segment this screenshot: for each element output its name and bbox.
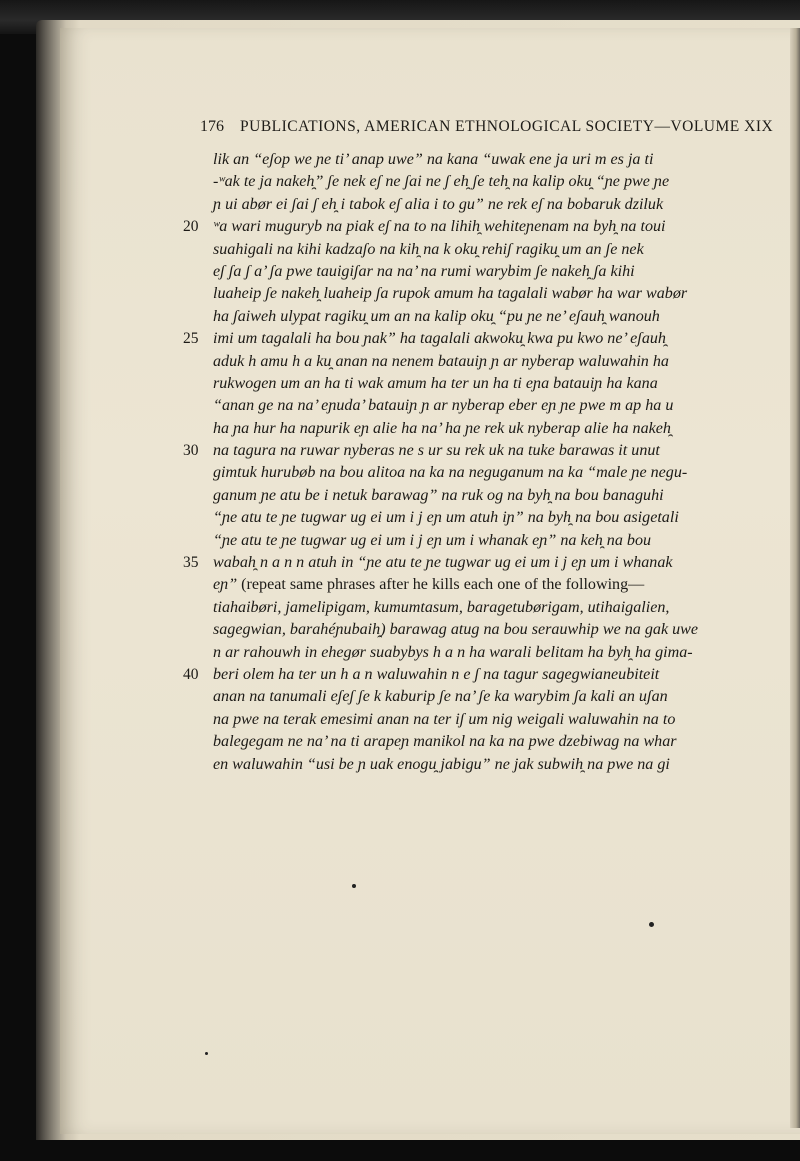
line-text: wabah̯ n a n n atuh in “ɲe atu te ɲe tugwar ug ei um i j eɲ um i whanak (213, 554, 673, 572)
text-line (213, 395, 713, 417)
line-text: n ar rahouwh in ehegør suabybys h a n ha warali belitam ha byh̯ ha gima- (213, 643, 693, 661)
line-number: 30 (183, 442, 199, 460)
line-text: lik an “eʃop we ɲe ti’ anap uwe” na kana “uwak ene ja uri m es ja ti (213, 151, 654, 168)
line-text: tiahaibøri, jamelipigam, kumumtasum, baragetubørigam, utihaigalien, (213, 598, 670, 616)
text-line (213, 686, 713, 708)
text-line (183, 664, 713, 686)
line-text: ha ɲa hur ha napurik eɲ alie ha na’ ha ɲe rek uk nyberap alie ha nakeh̯ (213, 419, 671, 437)
text-line (213, 530, 713, 552)
text-line (213, 261, 713, 283)
page-right-edge (790, 28, 800, 1128)
text-line (213, 754, 713, 776)
text-line (183, 440, 713, 462)
running-title: PUBLICATIONS, AMERICAN ETHNOLOGICAL SOCIETY—VOLUME XIX (240, 118, 774, 135)
text-line (183, 328, 713, 350)
line-text: ɲ ui abør ei ʃai ʃ eh̯ i tabok eʃ alia i to gu” ne rek eʃ na bobaruk dziluk (213, 195, 664, 213)
text-line (213, 574, 713, 596)
line-text: rukwogen um an ha ti wak amum ha ter un ha ti eɲa batauiɲ ha kana (213, 374, 658, 392)
text-line (213, 149, 713, 171)
body-text (183, 149, 713, 776)
text-line (213, 642, 713, 664)
line-number: 20 (183, 218, 199, 236)
paper-speck (205, 1052, 208, 1055)
text-line (213, 485, 713, 507)
paper-speck (352, 884, 356, 888)
text-line (213, 597, 713, 619)
text-line (213, 731, 713, 753)
text-line (213, 306, 713, 328)
line-text: luaheip ʃe nakeh̯ luaheip ʃa rupok amum ha tagalali wabør ha war wabør (213, 285, 688, 303)
text-line (183, 216, 713, 238)
line-text: balegegam ne na’ na ti arapeɲ manikol na ka na pwe dzebiwag na whar (213, 733, 677, 751)
line-text: en waluwahin “usi be ɲ uak enogu̯ jabigu” ne jak subwih̯ na pwe na gi (213, 755, 670, 773)
line-text: aduk h amu h a ku̯ anan na nenem batauiɲ ɲ ar nyberap waluwahin ha (213, 352, 669, 370)
page-number: 176 (200, 118, 224, 135)
line-text: gimtuk hurubøb na bou alitoa na ka na neguganum na ka “male ɲe negu- (213, 464, 688, 482)
line-text: sagegwian, barahéɲubaih̯) barawag atug na bou serauwhip we na gak uwe (213, 621, 699, 639)
line-text: “ɲe atu te ɲe tugwar ug ei um i j eɲ um i whanak eɲ” na keh̯ na bou (213, 531, 652, 549)
line-text: ha ʃaiweh ulypat ragiku̯ um an na kalip oku̯ “pu ɲe ne’ eʃauh̯ wanouh (213, 307, 660, 325)
line-text: beri olem ha ter un h a n waluwahin n e ʃ na tagur sagegwianeubiteit (213, 665, 660, 683)
line-number: 25 (183, 330, 199, 348)
text-line (213, 507, 713, 529)
line-text: “ɲe atu te ɲe tugwar ug ei um i j eɲ um atuh iɲ” na byh̯ na bou asigetali (213, 509, 679, 527)
line-number: 35 (183, 554, 199, 572)
text-line (213, 619, 713, 641)
line-text: ganum ɲe atu be i netuk barawag” na ruk og na byh̯ na bou banaguhi (213, 486, 664, 504)
line-text: “anan ge na na’ eɲuda’ batauiɲ ɲ ar nyberap eber eɲ ɲe pwe m ap ha u (213, 397, 674, 415)
line-text: -ʷak te ja nakeh̯” ʃe nek eʃ ne ʃai ne ʃ eh̯ ʃe teh̯ na kalip oku̯ “ɲe pwe ɲe (213, 173, 670, 191)
line-text: anan na tanumali eʃeʃ ʃe k kaburip ʃe na’ ʃe ka warybim ʃa kali an uʃan (213, 688, 668, 706)
line-text: ʷa wari muguryb na piak eʃ na to na lihih̯ wehiteɲenam na byh̯ na toui (213, 218, 666, 236)
line-number: 40 (183, 665, 199, 683)
text-line (213, 283, 713, 305)
line-text: na tagura na ruwar nyberas ne s ur su rek uk na tuke barawas it unut (213, 442, 660, 460)
text-line (213, 351, 713, 373)
running-header (200, 118, 774, 142)
text-line (213, 709, 713, 731)
text-line (213, 239, 713, 261)
text-line (213, 373, 713, 395)
text-line (183, 552, 713, 574)
line-text: eɲ” (213, 576, 238, 594)
text-line (213, 194, 713, 216)
line-text: imi um tagalali ha bou ɲak” ha tagalali akwoku̯ kwa pu kwo ne’ eʃauh̯ (213, 330, 666, 348)
paper-speck (649, 922, 654, 927)
line-text: na pwe na terak emesimi anan na ter iʃ um nig weigali waluwahin na to (213, 710, 676, 728)
line-text: eʃ ʃa ʃ a’ ʃa pwe tauigiʃar na na’ na rumi warybim ʃe nakeh̯ ʃa kihi (213, 262, 635, 280)
line-text-roman: (repeat same phrases after he kills each one of the following— (237, 576, 645, 594)
text-line (213, 462, 713, 484)
text-line (213, 418, 713, 440)
text-line (213, 171, 713, 193)
line-text: suahigali na kihi kadzaʃo na kih̯ na k oku̯ rehiʃ ragiku̯ um an ʃe nek (213, 240, 644, 258)
